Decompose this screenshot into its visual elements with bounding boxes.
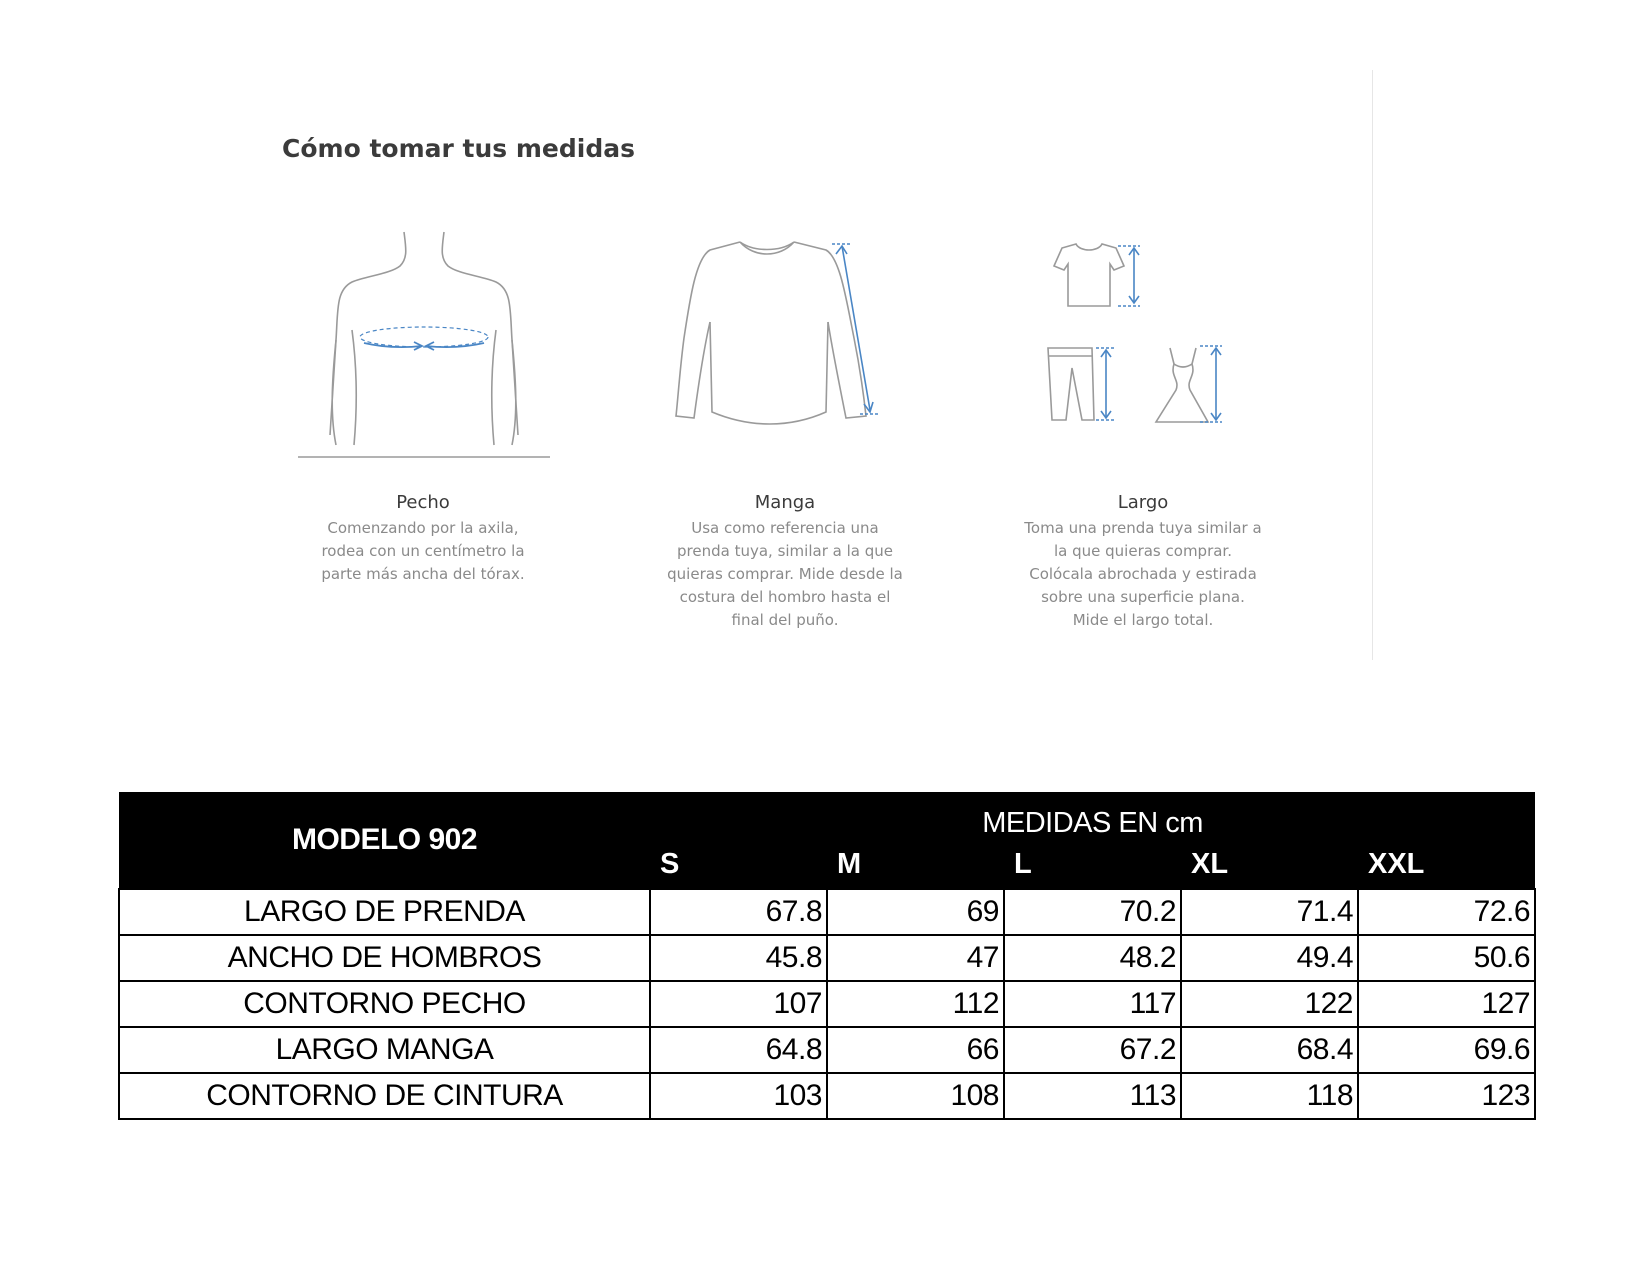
- sleeve-line: quieras comprar. Mide desde la: [667, 565, 903, 583]
- table-cell: 68.4: [1181, 1027, 1358, 1073]
- table-cell: 49.4: [1181, 935, 1358, 981]
- guide-title: Cómo tomar tus medidas: [282, 134, 635, 163]
- table-cell: 50.6: [1358, 935, 1535, 981]
- table-cell: 112: [827, 981, 1004, 1027]
- sleeve-line: costura del hombro hasta el: [679, 588, 891, 606]
- length-instructions: [1008, 492, 1278, 632]
- table-cell: 45.8: [650, 935, 827, 981]
- table-cell: 122: [1181, 981, 1358, 1027]
- table-cell: 71.4: [1181, 889, 1358, 935]
- vertical-divider: [1372, 70, 1373, 660]
- table-cell: 64.8: [650, 1027, 827, 1073]
- table-cell: 67.2: [1004, 1027, 1181, 1073]
- table-row: [119, 981, 1535, 1027]
- table-cell: 113: [1004, 1073, 1181, 1119]
- table-cell: 107: [650, 981, 827, 1027]
- sleeve-instructions: [650, 492, 920, 632]
- length-line: sobre una superficie plana.: [1041, 588, 1245, 606]
- chest-line: Comenzando por la axila,: [327, 519, 519, 537]
- row-label: CONTORNO DE CINTURA: [119, 1073, 650, 1119]
- length-line: la que quieras comprar.: [1054, 542, 1232, 560]
- length-heading: Largo: [1117, 492, 1169, 513]
- chest-line: parte más ancha del tórax.: [321, 565, 525, 583]
- sleeve-heading: Manga: [754, 492, 816, 513]
- table-cell: 69.6: [1358, 1027, 1535, 1073]
- units-label: MEDIDAS EN cm: [650, 792, 1535, 840]
- table-cell: 118: [1181, 1073, 1358, 1119]
- length-line: Toma una prenda tuya similar a: [1024, 519, 1262, 537]
- table-row: [119, 1073, 1535, 1119]
- table-cell: 48.2: [1004, 935, 1181, 981]
- table-cell: 127: [1358, 981, 1535, 1027]
- table-cell: 70.2: [1004, 889, 1181, 935]
- row-label: LARGO MANGA: [119, 1027, 650, 1073]
- model-label: MODELO 902: [119, 792, 650, 889]
- chest-line: rodea con un centímetro la: [321, 542, 525, 560]
- table-cell: 47: [827, 935, 1004, 981]
- table-row: [119, 1027, 1535, 1073]
- size-header: XL: [1181, 840, 1358, 889]
- size-header: S: [650, 840, 827, 889]
- length-measure-icon: [1040, 240, 1240, 430]
- table-cell: 123: [1358, 1073, 1535, 1119]
- length-line: Colócala abrochada y estirada: [1029, 565, 1257, 583]
- table-cell: 67.8: [650, 889, 827, 935]
- table-cell: 66: [827, 1027, 1004, 1073]
- chest-measure-icon: [296, 230, 556, 460]
- size-header: M: [827, 840, 1004, 889]
- size-header: XXL: [1358, 840, 1535, 889]
- row-label: ANCHO DE HOMBROS: [119, 935, 650, 981]
- size-table: [118, 792, 1536, 1120]
- chest-heading: Pecho: [396, 492, 450, 513]
- sleeve-measure-icon: [670, 238, 900, 438]
- chest-instructions: [288, 492, 558, 586]
- table-cell: 117: [1004, 981, 1181, 1027]
- length-line: Mide el largo total.: [1072, 611, 1214, 629]
- sleeve-line: prenda tuya, similar a la que: [677, 542, 893, 560]
- table-header-row: [119, 792, 1535, 840]
- sleeve-line: Usa como referencia una: [691, 519, 879, 537]
- size-header: L: [1004, 840, 1181, 889]
- row-label: CONTORNO PECHO: [119, 981, 650, 1027]
- table-cell: 108: [827, 1073, 1004, 1119]
- table-row: [119, 889, 1535, 935]
- table-row: [119, 935, 1535, 981]
- row-label: LARGO DE PRENDA: [119, 889, 650, 935]
- table-cell: 72.6: [1358, 889, 1535, 935]
- sleeve-line: final del puño.: [731, 611, 839, 629]
- table-cell: 69: [827, 889, 1004, 935]
- table-cell: 103: [650, 1073, 827, 1119]
